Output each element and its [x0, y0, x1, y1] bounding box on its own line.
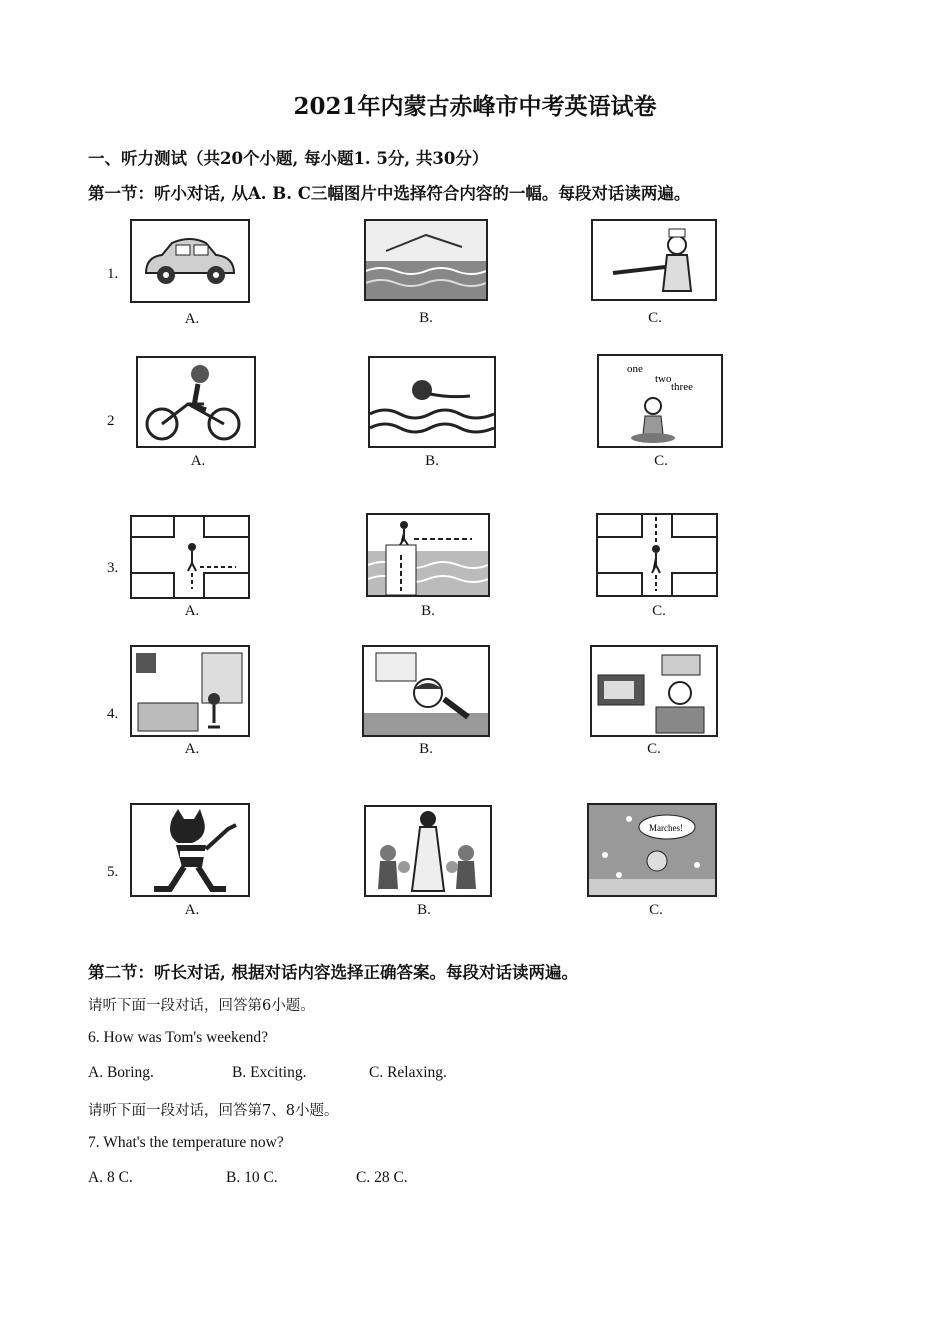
- question-number-4: 4.: [107, 706, 119, 722]
- q6-option-b[interactable]: B. Exciting.: [232, 1064, 307, 1081]
- cleaning-room-icon[interactable]: [130, 645, 250, 737]
- q7-option-b[interactable]: B. 10 C.: [226, 1169, 278, 1186]
- count-word-three: three: [671, 381, 693, 393]
- option-label: C.: [648, 310, 662, 326]
- page-title: 2021年内蒙古赤峰市中考英语试卷: [293, 93, 657, 120]
- swimmer-icon[interactable]: [368, 356, 496, 448]
- option-label: A.: [184, 311, 200, 327]
- option-label: C.: [652, 603, 666, 619]
- option-label: C.: [647, 741, 661, 757]
- option-label: B.: [425, 453, 439, 469]
- question-number-5: 5.: [107, 864, 119, 880]
- counting-kid-icon[interactable]: [597, 354, 723, 448]
- part1-heading: 一、听力测试（共20个小题, 每小题1. 5分, 共30分）: [88, 149, 489, 168]
- q6-option-c[interactable]: C. Relaxing.: [369, 1064, 447, 1081]
- count-word-two: two: [655, 373, 672, 385]
- option-label: A.: [184, 741, 200, 757]
- question-6: 6. How was Tom's weekend?: [88, 1029, 269, 1046]
- option-label: B.: [421, 603, 435, 619]
- section1-heading: 第一节：听小对话, 从A. B. C三幅图片中选择符合内容的一幅。每段对话读两遍。: [88, 184, 691, 203]
- snow-white-icon[interactable]: [364, 805, 492, 897]
- q6-option-a[interactable]: A. Boring.: [88, 1064, 154, 1081]
- instruction-7-8: 请听下面一段对话，回答第7、8小题。: [88, 1103, 339, 1119]
- q7-option-a[interactable]: A. 8 C.: [88, 1169, 133, 1186]
- count-word-one: one: [627, 363, 643, 375]
- cyclist-icon[interactable]: [136, 356, 256, 448]
- crossroad-turn-icon[interactable]: [130, 515, 250, 599]
- question-number-2: 2: [107, 413, 115, 429]
- crossroad-straight-icon[interactable]: [596, 513, 718, 597]
- option-label: A.: [184, 902, 200, 918]
- section2-heading: 第二节：听长对话, 根据对话内容选择正确答案。每段对话读两遍。: [88, 963, 578, 982]
- option-label: B.: [419, 741, 433, 757]
- question-number-3: 3.: [107, 560, 119, 576]
- car-icon[interactable]: [130, 219, 250, 303]
- winter-scene-icon[interactable]: [587, 803, 717, 897]
- question-7: 7. What's the temperature now?: [88, 1134, 284, 1151]
- desk-writing-icon[interactable]: [362, 645, 490, 737]
- option-label: B.: [417, 902, 431, 918]
- option-label: C.: [649, 902, 663, 918]
- instruction-6: 请听下面一段对话，回答第6小题。: [88, 998, 315, 1014]
- option-label: A.: [184, 603, 200, 619]
- cook-icon[interactable]: [591, 219, 717, 301]
- bridge-walk-icon[interactable]: [366, 513, 490, 597]
- option-label: C.: [654, 453, 668, 469]
- q7-option-c[interactable]: C. 28 C.: [356, 1169, 408, 1186]
- option-label: B.: [419, 310, 433, 326]
- question-number-1: 1.: [107, 266, 119, 282]
- speech-bubble-text: Marches!: [649, 823, 683, 833]
- cartoon-cat-icon[interactable]: [130, 803, 250, 897]
- sea-scene-icon[interactable]: [364, 219, 488, 301]
- watching-tv-icon[interactable]: [590, 645, 718, 737]
- option-label: A.: [190, 453, 206, 469]
